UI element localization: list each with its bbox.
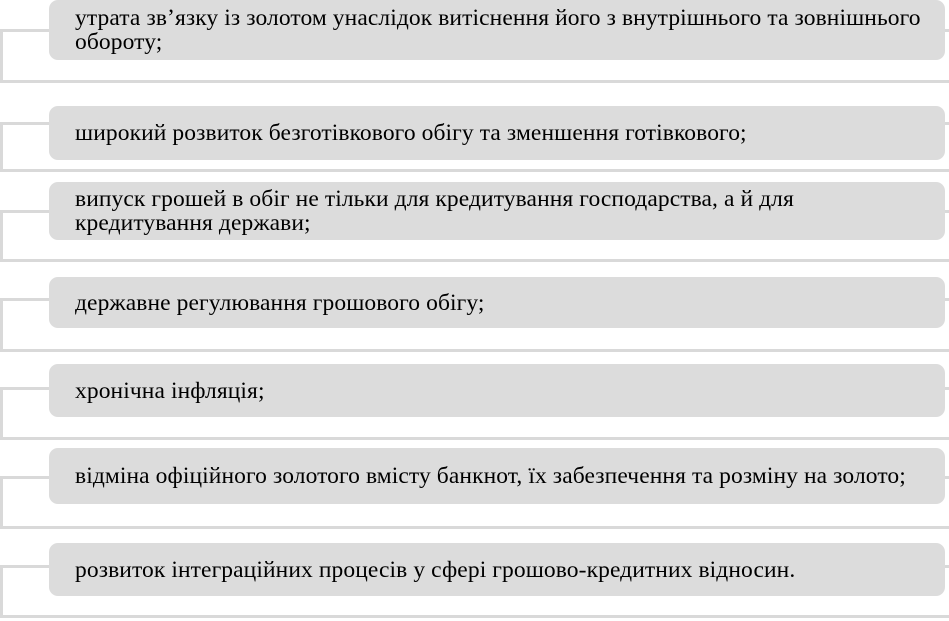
item-text: розвиток інтеграційних процесів у сфері грошово-кредитних відносин. [75,556,796,583]
item-card [49,448,945,504]
item-text: утрата зв’язку із золотом унаслідок витіснення його з внутрішнього та зовнішнього обороту; [75,5,921,55]
item-card [49,277,945,328]
item-card [49,364,945,417]
item-text: випуск грошей в обіг не тільки для кредитування господарства, а й для кредитування держави; [75,186,794,236]
item-text: широкий розвиток безготівкового обігу та зменшення готівкового; [75,120,747,146]
item-card [49,0,945,60]
item-text: хронічна інфляція; [75,377,265,404]
item-card [49,182,945,240]
item-text: державне регулювання грошового обігу; [75,289,485,316]
item-text: відміна офіційного золотого вмісту банкнот, їх забезпечення та розміну на золото; [75,463,906,489]
item-card [49,106,945,160]
item-card [49,543,945,596]
